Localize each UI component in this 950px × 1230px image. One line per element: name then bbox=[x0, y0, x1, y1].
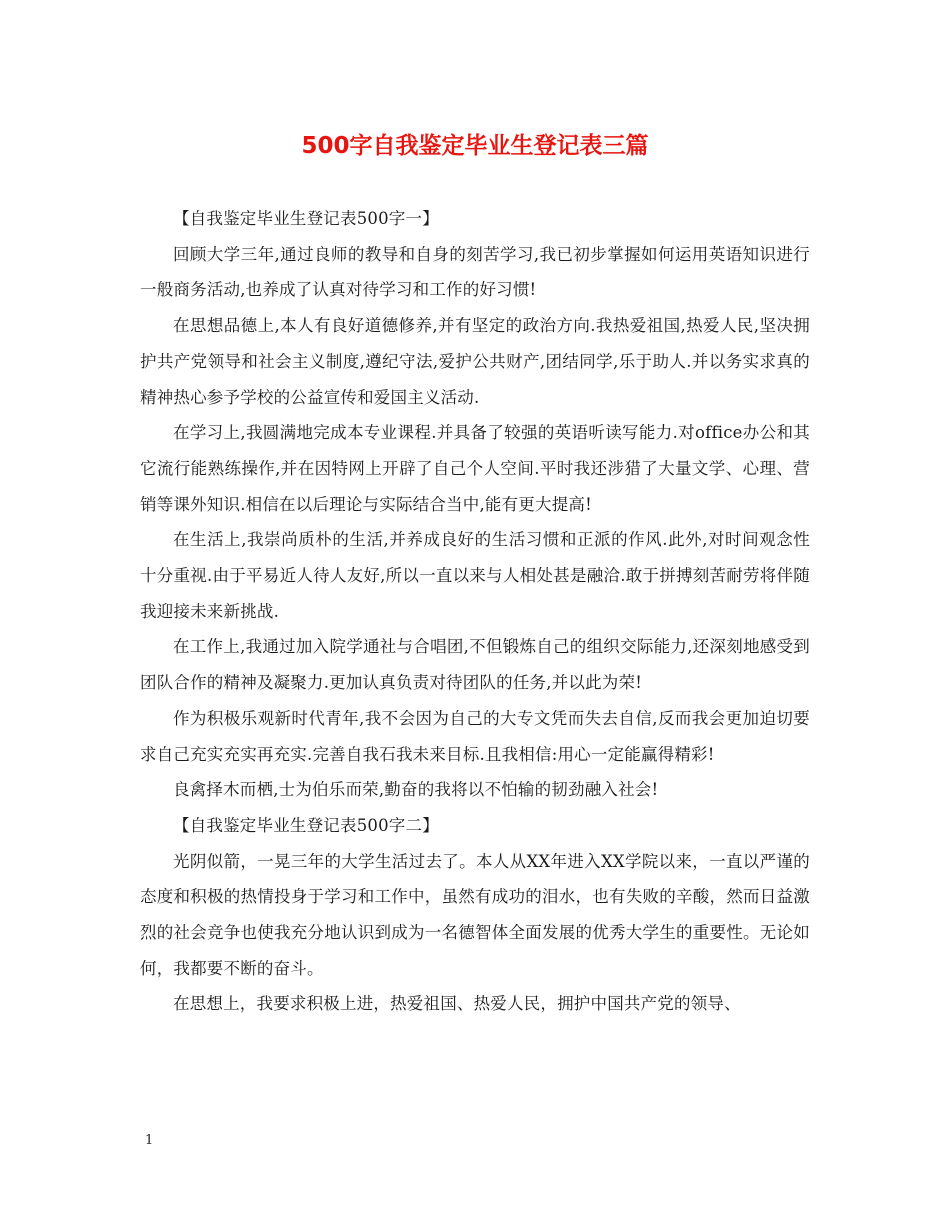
document-body bbox=[140, 201, 810, 1022]
paragraph: 在工作上,我通过加入院学通社与合唱团,不但锻炼自己的组织交际能力,还深刻地感受到团队合作的精神及凝聚力.更加认真负责对待团队的任务,并以此为荣! bbox=[140, 637, 810, 693]
paragraph: 在思想上，我要求积极上进，热爱祖国、热爱人民，拥护中国共产党的领导、 bbox=[173, 994, 741, 1014]
paragraph: 光阴似箭，一晃三年的大学生活过去了。本人从XX年进入XX学院以来，一直以严谨的态度和积极的热情投身于学习和工作中，虽然有成功的泪水，也有失败的辛酸，然而日益激烈的社会竞争也使我充分地认识到成为一名德智体全面发展的优秀大学生的重要性。无论如何，我都要不断的奋斗。 bbox=[140, 851, 810, 978]
page-number: 1 bbox=[145, 1133, 154, 1148]
paragraph: 在学习上,我圆满地完成本专业课程.并具备了较强的英语听读写能力.对office办公和其它流行能熟练操作,并在因特网上开辟了自己个人空间.平时我还涉猎了大量文学、心理、营销等课外知识.相信在以后理论与实际结合当中,能有更大提高! bbox=[140, 423, 810, 514]
paragraph: 回顾大学三年,通过良师的教导和自身的刻苦学习,我已初步掌握如何运用英语知识进行一般商务活动,也养成了认真对待学习和工作的好习惯! bbox=[140, 244, 810, 300]
paragraph: 良禽择木而栖,士为伯乐而荣,勤奋的我将以不怕输的韧劲融入社会! bbox=[173, 780, 659, 800]
document-title: 500字自我鉴定毕业生登记表三篇 bbox=[301, 133, 649, 159]
section-heading-1: 【自我鉴定毕业生登记表500字一】 bbox=[173, 209, 439, 228]
section-heading-2: 【自我鉴定毕业生登记表500字二】 bbox=[173, 815, 439, 835]
paragraph: 在生活上,我崇尚质朴的生活,并养成良好的生活习惯和正派的作风.此外,对时间观念性十分重视.由于平易近人待人友好,所以一直以来与人相处甚是融洽.敢于拼搏刻苦耐劳将伴随我迎接未来新挑战. bbox=[140, 530, 810, 621]
paragraph: 在思想品德上,本人有良好道德修养,并有坚定的政治方向.我热爱祖国,热爱人民,坚决拥护共产党领导和社会主义制度,遵纪守法,爱护公共财产,团结同学,乐于助人.并以务实求真的精神热心参予学校的公益宣传和爱国主义活动. bbox=[140, 316, 810, 407]
paragraph: 作为积极乐观新时代青年,我不会因为自己的大专文凭而失去自信,反而我会更加迫切要求自己充实充实再充实.完善自我石我未来目标.且我相信:用心一定能赢得精彩! bbox=[140, 708, 810, 764]
